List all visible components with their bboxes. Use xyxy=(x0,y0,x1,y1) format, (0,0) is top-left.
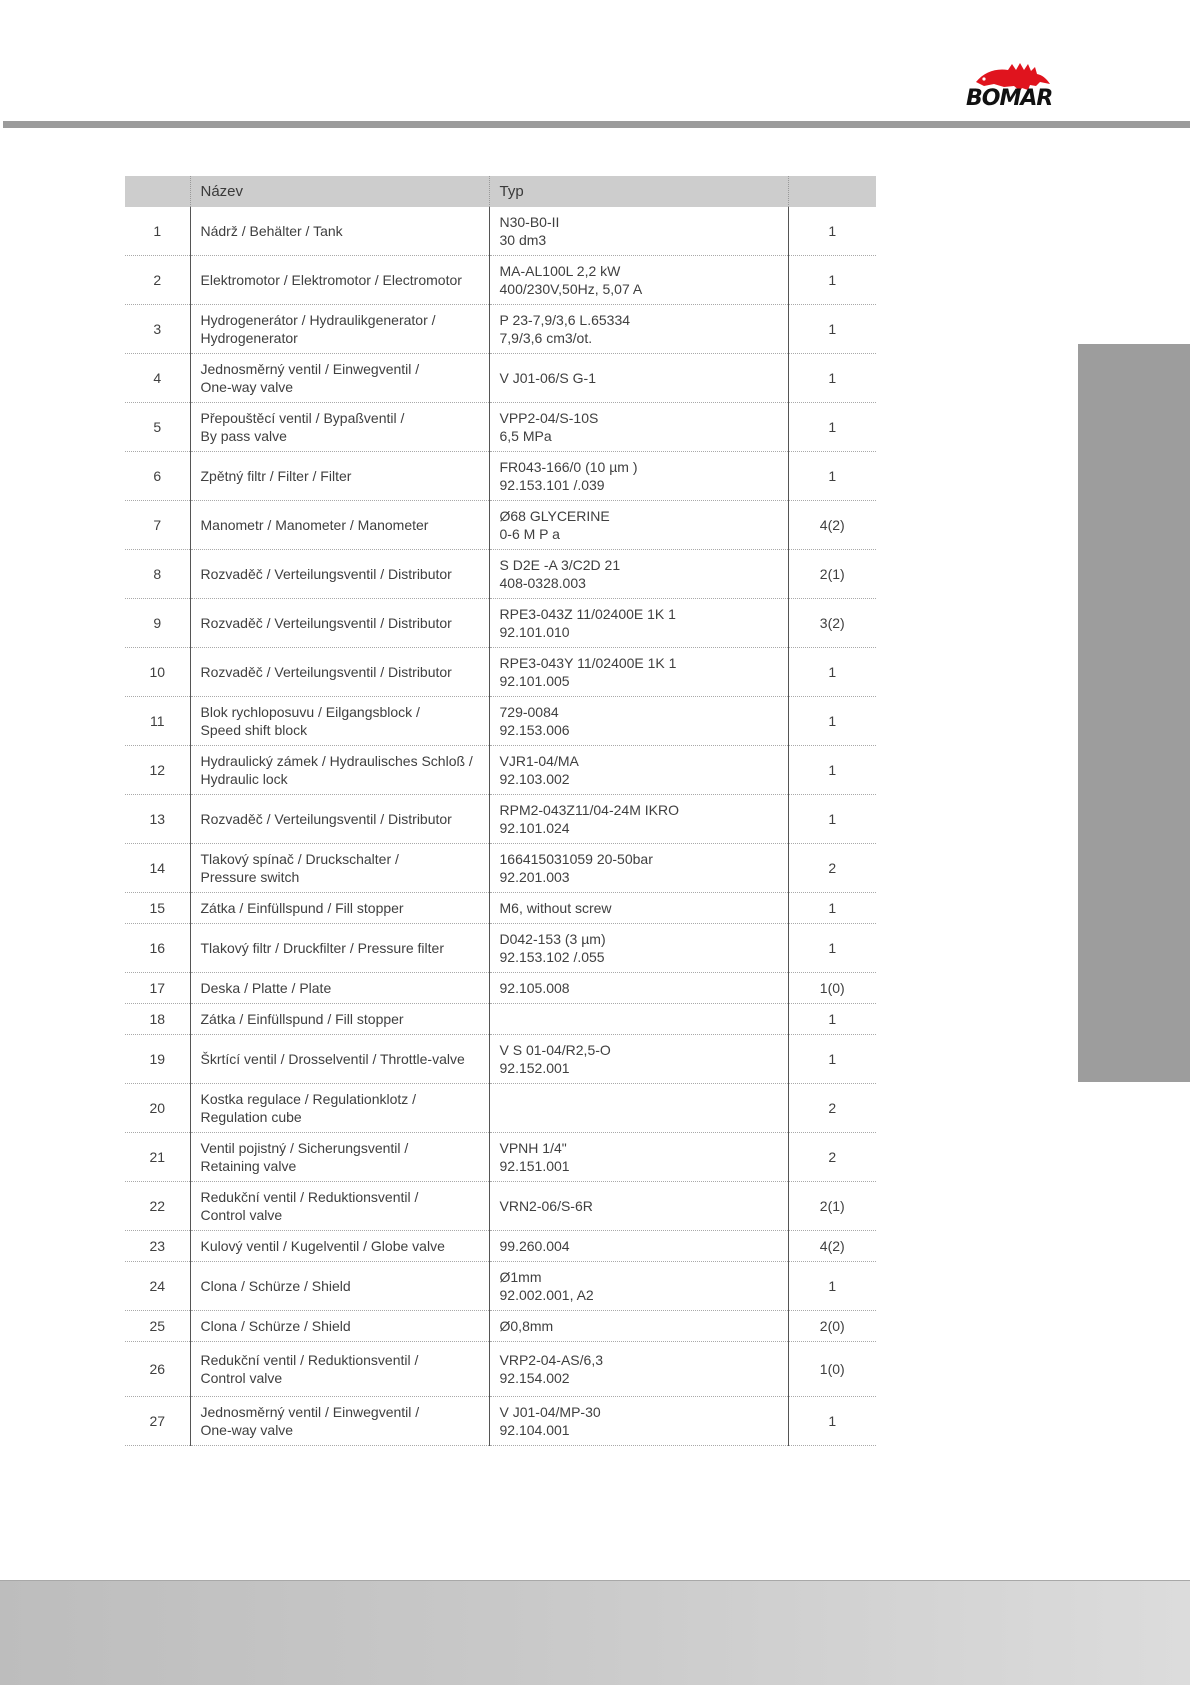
row-number: 21 xyxy=(125,1133,190,1182)
row-number: 7 xyxy=(125,501,190,550)
part-type-line: 7,9/3,6 cm3/ot. xyxy=(499,330,593,346)
part-type-line: 92.153.102 /.055 xyxy=(499,949,605,965)
table-row xyxy=(125,1231,876,1262)
part-type-line: 0-6 M P a xyxy=(499,526,560,542)
part-type xyxy=(489,1231,788,1262)
part-name xyxy=(190,1084,489,1133)
part-name xyxy=(190,746,489,795)
part-type xyxy=(489,1311,788,1342)
part-name-line: Jednosměrný ventil / Einwegventil / xyxy=(200,1404,420,1420)
table-header-row xyxy=(125,176,876,207)
part-quantity: 1(0) xyxy=(788,1342,876,1397)
part-quantity: 1 xyxy=(788,924,876,973)
part-name-line: Hydraulický zámek / Hydraulisches Schloß / xyxy=(200,753,473,769)
part-name-line: One-way valve xyxy=(200,1422,294,1438)
part-type-line: FR043-166/0 (10 µm ) xyxy=(499,459,638,475)
part-name-line: Nádrž / Behälter / Tank xyxy=(200,223,343,239)
part-quantity: 4(2) xyxy=(788,1231,876,1262)
part-type-line: 166415031059 20-50bar xyxy=(499,851,653,867)
part-name xyxy=(190,1311,489,1342)
part-name-line: Jednosměrný ventil / Einwegventil / xyxy=(200,361,420,377)
part-type xyxy=(489,256,788,305)
header-rule xyxy=(3,121,1190,128)
part-name-line: Rozvaděč / Verteilungsventil / Distributor xyxy=(200,811,452,827)
table-row xyxy=(125,1004,876,1035)
part-type-line: M6, without screw xyxy=(499,900,612,916)
part-type-line: Ø0,8mm xyxy=(499,1318,554,1334)
part-quantity: 1 xyxy=(788,1004,876,1035)
part-type-line: Ø68 GLYCERINE xyxy=(499,508,610,524)
footer-band xyxy=(0,1580,1190,1685)
part-quantity: 1 xyxy=(788,1035,876,1084)
row-number: 11 xyxy=(125,697,190,746)
table-row xyxy=(125,648,876,697)
part-type xyxy=(489,697,788,746)
part-name xyxy=(190,1397,489,1446)
table-row xyxy=(125,550,876,599)
part-type-line: 92.002.001, A2 xyxy=(499,1287,594,1303)
part-quantity: 1 xyxy=(788,795,876,844)
part-name xyxy=(190,648,489,697)
row-number: 3 xyxy=(125,305,190,354)
part-name-line: Hydrogenerátor / Hydraulikgenerator / xyxy=(200,312,436,328)
row-number: 26 xyxy=(125,1342,190,1397)
part-quantity: 1 xyxy=(788,697,876,746)
table-row xyxy=(125,305,876,354)
part-type xyxy=(489,550,788,599)
part-name-line: Blok rychloposuvu / Eilgangsblock / xyxy=(200,704,420,720)
row-number: 20 xyxy=(125,1084,190,1133)
part-type-line: 92.154.002 xyxy=(499,1370,570,1386)
table-row xyxy=(125,452,876,501)
part-type-line: 92.153.006 xyxy=(499,722,570,738)
part-name xyxy=(190,403,489,452)
row-number: 8 xyxy=(125,550,190,599)
part-quantity: 1 xyxy=(788,1262,876,1311)
part-type xyxy=(489,501,788,550)
row-number: 9 xyxy=(125,599,190,648)
header-quantity xyxy=(788,176,876,207)
part-type-line: 408-0328.003 xyxy=(499,575,586,591)
table-row xyxy=(125,1311,876,1342)
part-type xyxy=(489,746,788,795)
row-number: 19 xyxy=(125,1035,190,1084)
part-name-line: Regulation cube xyxy=(200,1109,302,1125)
row-number: 2 xyxy=(125,256,190,305)
part-type-line: P 23-7,9/3,6 L.65334 xyxy=(499,312,631,328)
part-name-line: Hydraulic lock xyxy=(200,771,288,787)
part-quantity: 2(1) xyxy=(788,1182,876,1231)
side-tab xyxy=(1078,344,1190,1082)
part-quantity: 1 xyxy=(788,746,876,795)
part-name xyxy=(190,844,489,893)
table-row xyxy=(125,795,876,844)
part-type-line: VRP2-04-AS/6,3 xyxy=(499,1352,603,1368)
part-type-line: 92.105.008 xyxy=(499,980,570,996)
part-name-line: Control valve xyxy=(200,1207,283,1223)
part-name-line: Redukční ventil / Reduktionsventil / xyxy=(200,1352,419,1368)
row-number: 23 xyxy=(125,1231,190,1262)
part-type xyxy=(489,924,788,973)
part-type-line: MA-AL100L 2,2 kW xyxy=(499,263,621,279)
part-name xyxy=(190,1342,489,1397)
part-name-line: Zátka / Einfüllspund / Fill stopper xyxy=(200,900,404,916)
part-type-line: V S 01-04/R2,5-O xyxy=(499,1042,611,1058)
part-type-line: 92.153.101 /.039 xyxy=(499,477,605,493)
header-name: Název xyxy=(190,176,489,207)
part-quantity: 1 xyxy=(788,403,876,452)
part-type-line: VPP2-04/S-10S xyxy=(499,410,599,426)
part-name-line: Pressure switch xyxy=(200,869,300,885)
part-quantity: 1 xyxy=(788,256,876,305)
part-type-line: 92.151.001 xyxy=(499,1158,570,1174)
row-number: 17 xyxy=(125,973,190,1004)
row-number: 4 xyxy=(125,354,190,403)
part-type xyxy=(489,1035,788,1084)
part-type-line: 92.103.002 xyxy=(499,771,570,787)
part-name-line: Speed shift block xyxy=(200,722,308,738)
part-name-line: Kulový ventil / Kugelventil / Globe valve xyxy=(200,1238,445,1254)
part-type-line: 92.152.001 xyxy=(499,1060,570,1076)
table-row xyxy=(125,1035,876,1084)
part-name-line: Elektromotor / Elektromotor / Electromotor xyxy=(200,272,462,288)
part-type-line: 92.104.001 xyxy=(499,1422,570,1438)
part-quantity: 1(0) xyxy=(788,973,876,1004)
part-quantity: 2(0) xyxy=(788,1311,876,1342)
part-type-line: D042-153 (3 µm) xyxy=(499,931,606,947)
table-row xyxy=(125,1133,876,1182)
part-type-line: 30 dm3 xyxy=(499,232,547,248)
table-row xyxy=(125,354,876,403)
table-row xyxy=(125,1397,876,1446)
part-type-line: 92.201.003 xyxy=(499,869,570,885)
part-name xyxy=(190,893,489,924)
table-row xyxy=(125,844,876,893)
part-quantity: 2(1) xyxy=(788,550,876,599)
part-name xyxy=(190,924,489,973)
part-type xyxy=(489,844,788,893)
part-name xyxy=(190,599,489,648)
table-row xyxy=(125,1182,876,1231)
part-quantity: 1 xyxy=(788,893,876,924)
part-quantity: 2 xyxy=(788,1084,876,1133)
part-type-line: V J01-04/MP-30 xyxy=(499,1404,601,1420)
table-row xyxy=(125,1262,876,1311)
part-name-line: Redukční ventil / Reduktionsventil / xyxy=(200,1189,419,1205)
table-row xyxy=(125,924,876,973)
part-type xyxy=(489,795,788,844)
part-name-line: Tlakový spínač / Druckschalter / xyxy=(200,851,399,867)
logo-wordmark: BOMAR xyxy=(966,86,1053,111)
part-type xyxy=(489,1342,788,1397)
part-type xyxy=(489,1084,788,1133)
part-type xyxy=(489,1397,788,1446)
part-quantity: 1 xyxy=(788,354,876,403)
parts-table xyxy=(125,176,876,1446)
part-name-line: Clona / Schürze / Shield xyxy=(200,1318,351,1334)
part-name-line: Škrtící ventil / Drosselventil / Throttle-valve xyxy=(200,1051,465,1067)
part-name-line: Zpětný filtr / Filter / Filter xyxy=(200,468,352,484)
part-name xyxy=(190,501,489,550)
part-type-line: VPNH 1/4" xyxy=(499,1140,567,1156)
part-name-line: Přepouštěcí ventil / Bypaßventil / xyxy=(200,410,405,426)
part-name-line: Rozvaděč / Verteilungsventil / Distributor xyxy=(200,615,452,631)
part-name-line: Ventil pojistný / Sicherungsventil / xyxy=(200,1140,409,1156)
part-name xyxy=(190,697,489,746)
part-quantity: 2 xyxy=(788,844,876,893)
row-number: 24 xyxy=(125,1262,190,1311)
part-name xyxy=(190,354,489,403)
part-name xyxy=(190,1035,489,1084)
part-name-line: Kostka regulace / Regulationklotz / xyxy=(200,1091,417,1107)
part-type-line: S D2E -A 3/C2D 21 xyxy=(499,557,621,573)
part-quantity: 1 xyxy=(788,207,876,256)
part-quantity: 3(2) xyxy=(788,599,876,648)
part-name-line: Clona / Schürze / Shield xyxy=(200,1278,351,1294)
part-type-line: RPE3-043Y 11/02400E 1K 1 xyxy=(499,655,677,671)
row-number: 10 xyxy=(125,648,190,697)
table-row xyxy=(125,697,876,746)
part-type xyxy=(489,973,788,1004)
row-number: 5 xyxy=(125,403,190,452)
part-type-line: 6,5 MPa xyxy=(499,428,552,444)
part-type-line: 729-0084 xyxy=(499,704,559,720)
row-number: 14 xyxy=(125,844,190,893)
row-number: 6 xyxy=(125,452,190,501)
part-type xyxy=(489,599,788,648)
part-type xyxy=(489,403,788,452)
part-type xyxy=(489,1004,788,1035)
part-name-line: Retaining valve xyxy=(200,1158,297,1174)
part-name-line: Tlakový filtr / Druckfilter / Pressure filter xyxy=(200,940,444,956)
part-type-line: 92.101.010 xyxy=(499,624,570,640)
table-row xyxy=(125,207,876,256)
part-name-line: Rozvaděč / Verteilungsventil / Distributor xyxy=(200,664,452,680)
part-type-line: RPE3-043Z 11/02400E 1K 1 xyxy=(499,606,676,622)
row-number: 27 xyxy=(125,1397,190,1446)
row-number: 18 xyxy=(125,1004,190,1035)
row-number: 22 xyxy=(125,1182,190,1231)
part-name-line: Control valve xyxy=(200,1370,283,1386)
part-type-line: 92.101.005 xyxy=(499,673,570,689)
table-row xyxy=(125,973,876,1004)
part-type-line: VRN2-06/S-6R xyxy=(499,1198,593,1214)
part-type xyxy=(489,207,788,256)
part-type-line: N30-B0-II xyxy=(499,214,560,230)
part-name xyxy=(190,1262,489,1311)
part-type-line: RPM2-043Z11/04-24M IKRO xyxy=(499,802,679,818)
part-name xyxy=(190,256,489,305)
table-row xyxy=(125,403,876,452)
table-row xyxy=(125,1084,876,1133)
part-type xyxy=(489,893,788,924)
part-quantity: 2 xyxy=(788,1133,876,1182)
row-number: 25 xyxy=(125,1311,190,1342)
row-number: 12 xyxy=(125,746,190,795)
part-name-line: Rozvaděč / Verteilungsventil / Distributor xyxy=(200,566,452,582)
table-row xyxy=(125,599,876,648)
header-type: Typ xyxy=(489,176,788,207)
table-row xyxy=(125,501,876,550)
row-number: 1 xyxy=(125,207,190,256)
part-type xyxy=(489,305,788,354)
header-number xyxy=(125,176,190,207)
row-number: 13 xyxy=(125,795,190,844)
part-name-line: Zátka / Einfüllspund / Fill stopper xyxy=(200,1011,404,1027)
part-type-line: 99.260.004 xyxy=(499,1238,570,1254)
part-name-line: Hydrogenerator xyxy=(200,330,298,346)
part-name xyxy=(190,305,489,354)
part-name xyxy=(190,1004,489,1035)
part-type-line: 92.101.024 xyxy=(499,820,570,836)
part-name-line: By pass valve xyxy=(200,428,287,444)
part-quantity: 1 xyxy=(788,1397,876,1446)
part-type-line: VJR1-04/MA xyxy=(499,753,579,769)
part-type xyxy=(489,648,788,697)
part-type xyxy=(489,1182,788,1231)
part-type-line: Ø1mm xyxy=(499,1269,542,1285)
part-name-line: Deska / Platte / Plate xyxy=(200,980,332,996)
part-quantity: 4(2) xyxy=(788,501,876,550)
part-type-line: V J01-06/S G-1 xyxy=(499,370,596,386)
part-name xyxy=(190,207,489,256)
row-number: 16 xyxy=(125,924,190,973)
part-name xyxy=(190,452,489,501)
part-quantity: 1 xyxy=(788,305,876,354)
part-name-line: One-way valve xyxy=(200,379,294,395)
table-row xyxy=(125,256,876,305)
part-quantity: 1 xyxy=(788,648,876,697)
part-name xyxy=(190,550,489,599)
part-name xyxy=(190,1133,489,1182)
part-type xyxy=(489,1262,788,1311)
row-number: 15 xyxy=(125,893,190,924)
part-name xyxy=(190,973,489,1004)
table-row xyxy=(125,1342,876,1397)
table-row xyxy=(125,746,876,795)
bomar-logo xyxy=(964,58,1054,114)
part-type xyxy=(489,452,788,501)
table-row xyxy=(125,893,876,924)
part-name xyxy=(190,1231,489,1262)
part-type xyxy=(489,1133,788,1182)
part-type-line: 400/230V,50Hz, 5,07 A xyxy=(499,281,643,297)
part-name-line: Manometr / Manometer / Manometer xyxy=(200,517,429,533)
part-name xyxy=(190,1182,489,1231)
part-name xyxy=(190,795,489,844)
part-type xyxy=(489,354,788,403)
part-quantity: 1 xyxy=(788,452,876,501)
